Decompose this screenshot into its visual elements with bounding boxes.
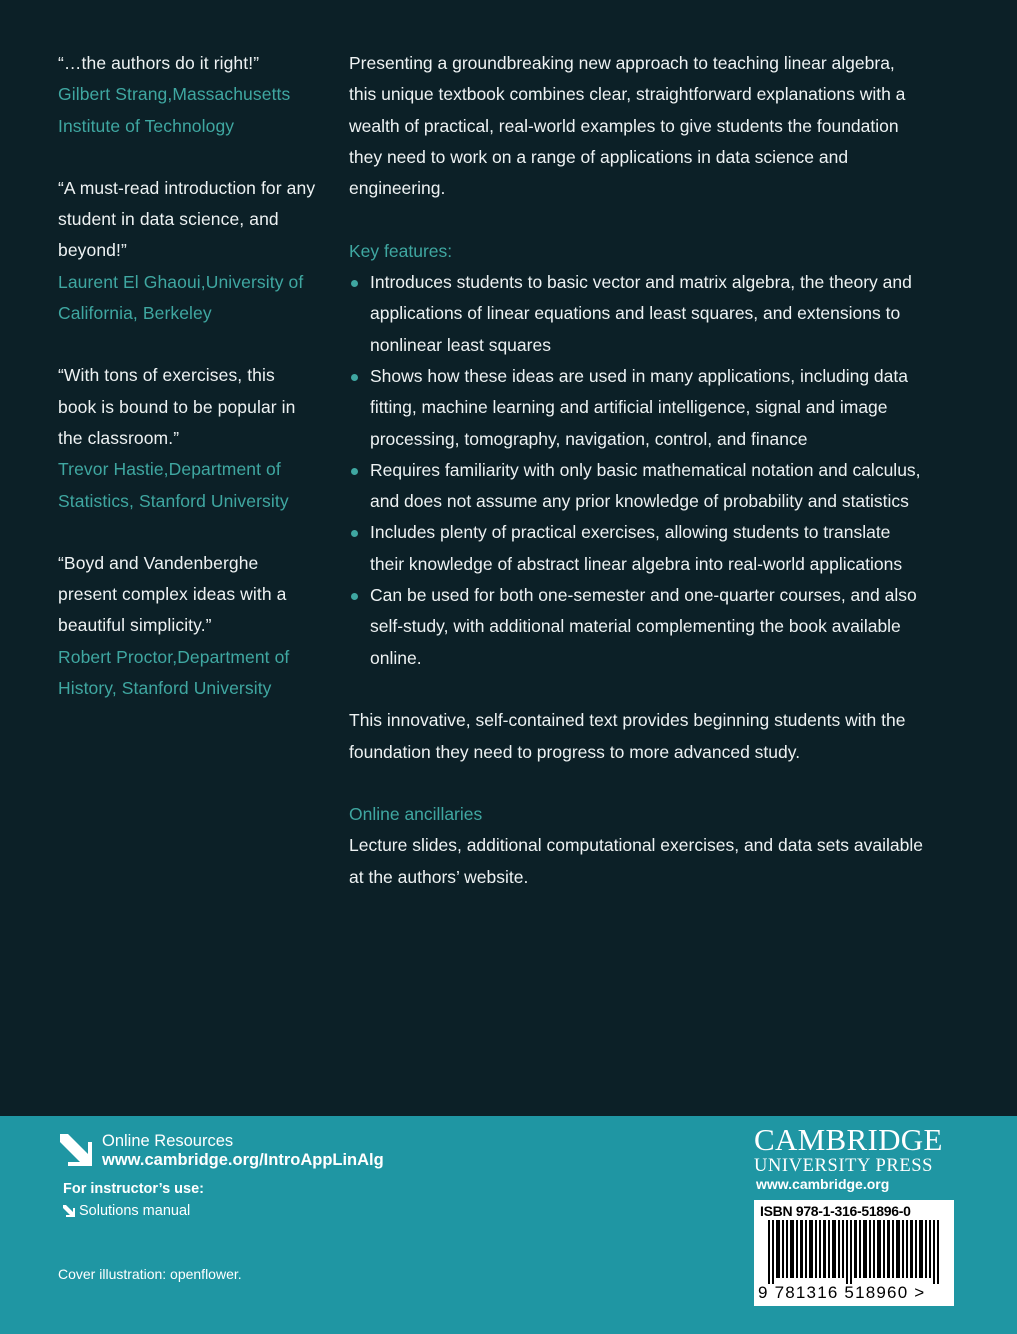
instructor-label: For instructor’s use: [63, 1181, 204, 1197]
quote-attribution: Robert Proctor,Department of History, Stanford University [58, 646, 290, 699]
bullet-icon [351, 280, 358, 287]
online-resources-link[interactable]: www.cambridge.org/IntroAppLinAlg [102, 1151, 384, 1169]
ancillaries-heading: Online ancillaries [349, 804, 483, 825]
list-item [349, 455, 924, 518]
features-heading: Key features: [349, 240, 453, 261]
list-item [349, 517, 924, 580]
intro-paragraph: Presenting a groundbreaking new approach to teaching linear algebra, this unique textbook combines clear, straightforward explanations with a wealth of practical, real-world examples to give students the foundation they need to work on a range of applications in data science and engineering. [349, 53, 906, 199]
cover-credit: Cover illustration: openflower. [58, 1266, 242, 1282]
isbn-text: ISBN 978-1-316-51896-0 [760, 1203, 911, 1219]
endorsement [58, 173, 318, 329]
publisher-name: CAMBRIDGE [754, 1122, 943, 1157]
feature-text: Shows how these ideas are used in many applications, including data fitting, machine learning and artificial intelligence, signal and image processing, tomography, navigation, control, and finance [370, 365, 908, 449]
feature-text: Can be used for both one-semester and one-quarter courses, and also self-study, with additional material complementing the book available online. [370, 585, 917, 668]
quote-attribution: Trevor Hastie,Department of Statistics, Stanford University [58, 459, 289, 511]
quote-text: “…the authors do it right!” [58, 53, 260, 73]
list-item [349, 361, 924, 455]
solutions-manual-label: Solutions manual [79, 1203, 191, 1219]
barcode-icon [762, 1220, 946, 1284]
endorsement [58, 548, 318, 704]
endorsement [58, 48, 318, 142]
quote-text: “A must-read introduction for any student in data science, and beyond!” [58, 177, 316, 261]
quote-attribution: Laurent El Ghaoui,University of California, Berkeley [58, 271, 304, 324]
solutions-manual-item [63, 1203, 190, 1219]
arrow-down-right-icon [63, 1205, 75, 1217]
quote-attribution: Gilbert Strang,Massachusetts Institute of Technology [58, 84, 291, 136]
arrow-down-right-icon [58, 1132, 94, 1168]
closing-paragraph: This innovative, self-contained text provides beginning students with the foundation they need to progress to more advanced study. [349, 710, 906, 762]
footer-band [0, 1116, 1017, 1334]
endorsements-column [58, 48, 318, 735]
bullet-icon [351, 593, 358, 600]
online-resources-label: Online Resources [102, 1132, 234, 1150]
list-item [349, 267, 924, 361]
bullet-icon [351, 374, 358, 381]
list-item [349, 580, 924, 674]
publisher-url[interactable]: www.cambridge.org [756, 1176, 890, 1192]
endorsement [58, 360, 318, 516]
publisher-subname: UNIVERSITY PRESS [754, 1156, 934, 1176]
bullet-icon [351, 468, 358, 475]
isbn-barcode [754, 1200, 954, 1306]
ancillaries-text: Lecture slides, additional computational exercises, and data sets available at the authors’ website. [349, 835, 923, 887]
features-list [349, 267, 924, 674]
description-column [349, 48, 924, 924]
feature-text: Requires familiarity with only basic mathematical notation and calculus, and does not assume any prior knowledge of probability and statistics [370, 459, 921, 512]
feature-text: Includes plenty of practical exercises, allowing students to translate their knowledge of abstract linear algebra into real-world applications [370, 522, 903, 574]
feature-text: Introduces students to basic vector and matrix algebra, the theory and applications of linear equations and least squares, and extensions to nonlinear least squares [370, 272, 912, 355]
publisher-logo [754, 1124, 954, 1176]
quote-text: “Boyd and Vandenberghe present complex ideas with a beautiful simplicity.” [58, 552, 287, 636]
quote-text: “With tons of exercises, this book is bound to be popular in the classroom.” [58, 365, 296, 448]
bullet-icon [351, 530, 358, 537]
barcode-digits: 9 781316 518960 > [758, 1283, 926, 1302]
